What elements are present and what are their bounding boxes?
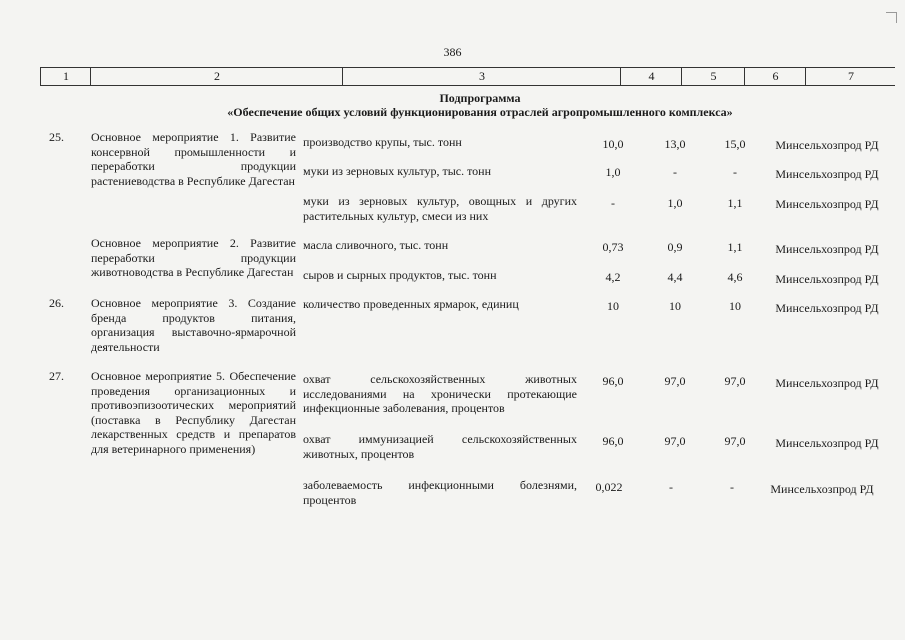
page-number: 386 bbox=[443, 45, 462, 59]
header-col-5: 5 bbox=[681, 68, 745, 85]
value-col-4: 96,0 bbox=[602, 374, 624, 388]
value-col-6: 97,0 bbox=[724, 434, 746, 448]
value-col-6: 15,0 bbox=[724, 137, 746, 151]
header-col-1: 1 bbox=[40, 68, 91, 85]
value-col-4: 4,2 bbox=[605, 270, 621, 284]
indicator-text: муки из зерновых культур, овощных и других растительных культур, смеси из них bbox=[303, 194, 577, 223]
value-col-5: - bbox=[673, 165, 677, 179]
table-header-row bbox=[40, 67, 895, 86]
responsible-executor: Минсельхозпрод РД bbox=[775, 167, 879, 181]
value-col-4: 0,73 bbox=[602, 240, 624, 254]
indicator-text: охват иммунизацией сельскохозяйственных животных, процентов bbox=[303, 432, 577, 461]
header-col-4: 4 bbox=[620, 68, 682, 85]
value-col-6: - bbox=[733, 165, 737, 179]
indicator-text: масла сливочного, тыс. тонн bbox=[303, 238, 449, 252]
header-col-2: 2 bbox=[90, 68, 343, 85]
value-col-5: - bbox=[669, 480, 673, 494]
value-col-4: 96,0 bbox=[602, 434, 624, 448]
measure-text: Основное мероприятие 2. Развитие переработки продукции животноводства в Республике Дагестан bbox=[91, 236, 296, 279]
indicator-text: сыров и сырных продуктов, тыс. тонн bbox=[303, 268, 497, 282]
responsible-executor: Минсельхозпрод РД bbox=[775, 138, 879, 152]
header-col-3: 3 bbox=[342, 68, 621, 85]
value-col-5: 13,0 bbox=[664, 137, 686, 151]
value-col-5: 97,0 bbox=[664, 374, 686, 388]
value-col-5: 4,4 bbox=[667, 270, 683, 284]
header-col-7: 7 bbox=[805, 68, 896, 85]
value-col-6: 1,1 bbox=[727, 240, 743, 254]
value-col-5: 1,0 bbox=[667, 196, 683, 210]
subprogram-title: «Обеспечение общих условий функционирования отраслей агропромышленного комплекса» bbox=[227, 105, 733, 119]
indicator-text: производство крупы, тыс. тонн bbox=[303, 135, 462, 149]
value-col-4: 10 bbox=[607, 299, 619, 313]
scan-corner-mark bbox=[886, 12, 897, 23]
measure-text: Основное мероприятие 5. Обеспечение проведения организационных и противоэпизоотических мероприятий (поставка в Республику Дагестан лекарственных средств и препаратов для ветеринарного применения) bbox=[91, 369, 296, 456]
value-col-6: 97,0 bbox=[724, 374, 746, 388]
responsible-executor: Минсельхозпрод РД bbox=[775, 436, 879, 450]
value-col-6: 1,1 bbox=[727, 196, 743, 210]
value-col-4: 10,0 bbox=[602, 137, 624, 151]
header-col-6: 6 bbox=[744, 68, 806, 85]
value-col-5: 0,9 bbox=[667, 240, 683, 254]
row-number: 25. bbox=[49, 130, 64, 144]
value-col-6: 10 bbox=[729, 299, 741, 313]
responsible-executor: Минсельхозпрод РД bbox=[775, 376, 879, 390]
indicator-text: заболеваемость инфекционными болезнями, процентов bbox=[303, 478, 577, 507]
value-col-5: 97,0 bbox=[664, 434, 686, 448]
value-col-4: 1,0 bbox=[605, 165, 621, 179]
measure-text: Основное мероприятие 1. Развитие консервной промышленности и переработки продукции растениеводства в Республике Дагестан bbox=[91, 130, 296, 188]
value-col-6: - bbox=[730, 480, 734, 494]
value-col-4: 0,022 bbox=[595, 480, 623, 494]
subprogram-label: Подпрограмма bbox=[439, 91, 521, 105]
indicator-text: охват сельскохозяйственных животных исследованиями на хронически протекающие инфекционные заболевания, процентов bbox=[303, 372, 577, 415]
value-col-5: 10 bbox=[669, 299, 681, 313]
responsible-executor: Минсельхозпрод РД bbox=[770, 482, 874, 496]
value-col-4: - bbox=[611, 196, 615, 210]
responsible-executor: Минсельхозпрод РД bbox=[775, 272, 879, 286]
measure-text: Основное мероприятие 3. Создание бренда продуктов питания, организация выставочно-ярмарочной деятельности bbox=[91, 296, 296, 354]
row-number: 26. bbox=[49, 296, 64, 310]
indicator-text: количество проведенных ярмарок, единиц bbox=[303, 297, 519, 311]
indicator-text: муки из зерновых культур, тыс. тонн bbox=[303, 164, 492, 178]
value-col-6: 4,6 bbox=[727, 270, 743, 284]
responsible-executor: Минсельхозпрод РД bbox=[775, 242, 879, 256]
row-number: 27. bbox=[49, 369, 64, 383]
responsible-executor: Минсельхозпрод РД bbox=[775, 197, 879, 211]
responsible-executor: Минсельхозпрод РД bbox=[775, 301, 879, 315]
